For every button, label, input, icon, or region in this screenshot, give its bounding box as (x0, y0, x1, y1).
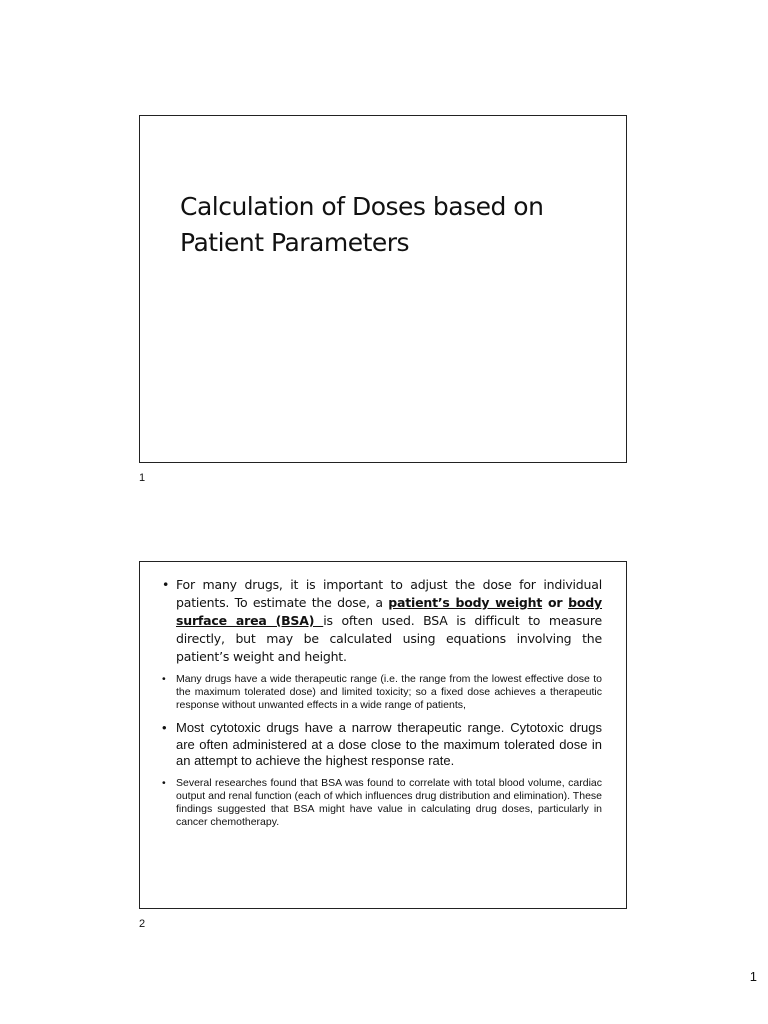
slide-number-1: 1 (139, 472, 146, 484)
keyword-body-weight: patient’s body weight (388, 595, 543, 610)
bullet-list (162, 576, 602, 837)
slide-title-line-1: Calculation of Doses based on (180, 192, 544, 221)
slide-2 (139, 561, 627, 909)
slide-1 (139, 115, 627, 463)
bullet-dose-adjustment (162, 576, 602, 666)
page-number: 1 (749, 969, 757, 984)
bullet-cytotoxic: • Most cytotoxic drugs have a narrow therapeutic range. Cytotoxic drugs are often administered at a dose close to the maximum tolerated dose in an attempt to achieve the highest response rate. (162, 720, 602, 770)
bullet-text: For many drugs, it is important to adjust the dose for individual patients. To estimate the dose, a (176, 577, 602, 610)
keyword-bsa: body surface area (BSA) (176, 595, 603, 628)
slide-title-line-2: Patient Parameters (180, 228, 410, 257)
bullet-bsa-research: • Several researches found that BSA was found to correlate with total blood volume, cardiac output and renal function (each of which influences drug distribution and elimination). These findings suggested that BSA might have value in calculating drug doses, particularly in cancer chemotherapy. (162, 777, 602, 829)
bullet-text: is often used. BSA is difficult to measure directly, but may be calculated using equations involving the patient’s weight and height. (176, 613, 603, 664)
keyword-or: or (542, 595, 569, 610)
slide-title (180, 189, 600, 261)
bullet-wide-range: • Many drugs have a wide therapeutic range (i.e. the range from the lowest effective dose to the maximum tolerated dose) and limited toxicity; so a fixed dose achieves a therapeutic response without unwanted effects in a wide range of patients, (162, 673, 602, 712)
slide-number-2: 2 (139, 918, 146, 930)
